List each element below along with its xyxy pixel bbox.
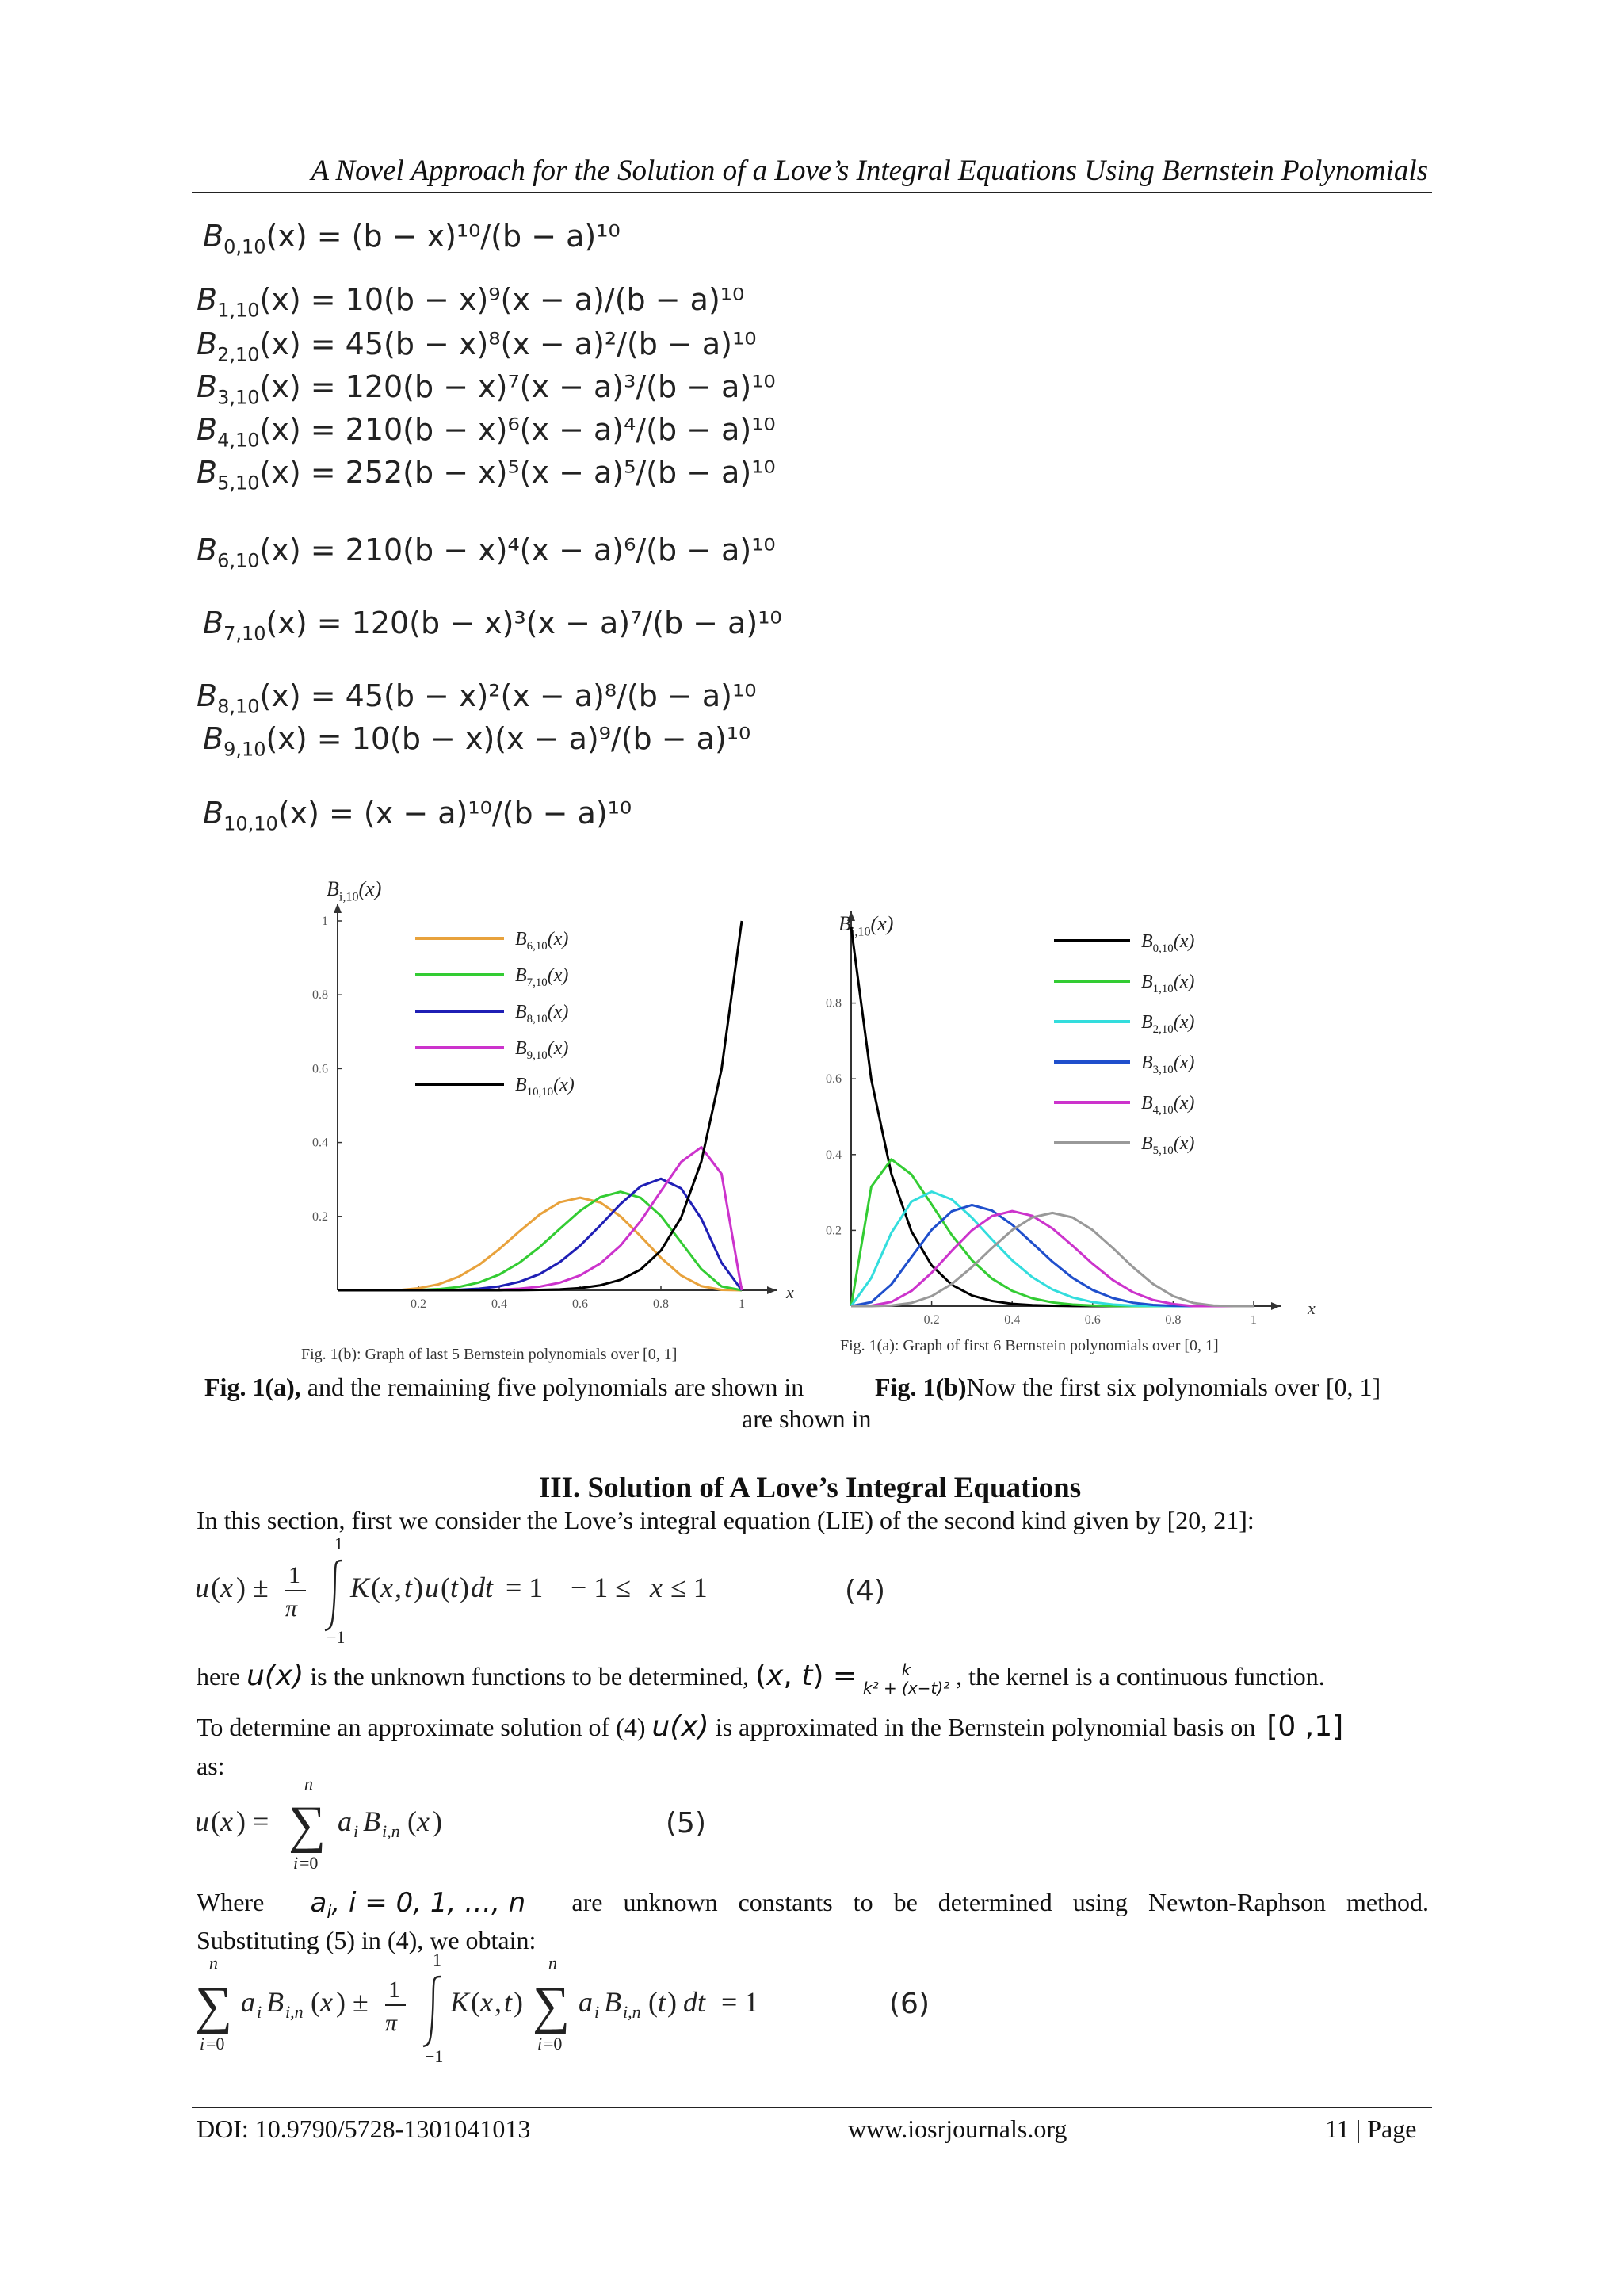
svg-text:(: ( xyxy=(211,1572,220,1603)
basis-symbol: B xyxy=(197,678,218,713)
svg-text:i: i xyxy=(293,1853,299,1873)
svg-text:a: a xyxy=(338,1805,352,1837)
header-rule xyxy=(192,192,1432,193)
legend-label-1: $B_{1,10}(x)$ xyxy=(1141,972,1195,995)
svg-text:(: ( xyxy=(471,1986,480,2018)
svg-text:): ) xyxy=(514,1986,523,2018)
svg-text:n: n xyxy=(209,1953,218,1973)
svg-text:≤ 1: ≤ 1 xyxy=(670,1572,708,1603)
svg-text:π: π xyxy=(385,2010,398,2036)
figure-reference-line-2 xyxy=(875,1373,1381,1402)
svg-text:i,n: i,n xyxy=(382,1821,400,1841)
basis-subscript: 5,10 xyxy=(217,472,260,495)
basis-equation-5 xyxy=(197,455,776,495)
svg-text:): ) xyxy=(460,1572,469,1603)
svg-text:n: n xyxy=(304,1774,313,1794)
x-tick-label: 1 xyxy=(739,1297,745,1311)
x-tick-label: 0.4 xyxy=(491,1297,507,1311)
legend-label-2: $B_{2,10}(x)$ xyxy=(1141,1012,1195,1036)
legend-label-0: $B_{6,10}(x)$ xyxy=(515,929,569,953)
legend-label-3: $B_{9,10}(x)$ xyxy=(515,1038,569,1062)
svg-text:): ) xyxy=(414,1572,423,1603)
equation-5 xyxy=(195,1772,750,1875)
svg-text:= 1: = 1 xyxy=(721,1986,759,2018)
basis-subscript: 4,10 xyxy=(217,429,260,452)
svg-text:t: t xyxy=(404,1572,413,1603)
basis-symbol: B xyxy=(203,606,224,640)
kernel-description xyxy=(197,1655,1325,1698)
x-axis-label: x xyxy=(786,1282,794,1302)
here-text: here xyxy=(197,1662,241,1690)
basis-symbol: B xyxy=(197,412,218,447)
x-axis-arrow xyxy=(767,1286,777,1294)
basis-subscript: 2,10 xyxy=(217,343,260,366)
x-axis-arrow xyxy=(1271,1302,1281,1310)
svg-text:∑: ∑ xyxy=(533,1977,571,2034)
svg-text:x: x xyxy=(320,1986,333,2018)
basis-equation-1 xyxy=(197,282,744,322)
svg-text:t: t xyxy=(504,1986,513,2018)
svg-text:): ) xyxy=(667,1986,677,2018)
svg-text:B: B xyxy=(266,1986,284,2018)
approx-text-b: is approximated in the Bernstein polynomial basis on xyxy=(715,1713,1256,1741)
svg-text:− 1 ≤: − 1 ≤ xyxy=(571,1572,632,1603)
svg-text:K: K xyxy=(450,1986,470,2018)
chart-fig-1a xyxy=(826,911,1316,1354)
basis-equation-3 xyxy=(197,369,776,409)
basis-symbol: B xyxy=(203,721,224,756)
x-axis-label: x xyxy=(1308,1298,1316,1318)
basis-rhs: (x) = 45(b − x)⁸(x − a)²/(b − a)¹⁰ xyxy=(259,327,757,361)
basis-subscript: 1,10 xyxy=(217,299,260,322)
basis-rhs: (x) = 252(b − x)⁵(x − a)⁵/(b − a)¹⁰ xyxy=(259,455,776,490)
legend-label-4: $B_{4,10}(x)$ xyxy=(1141,1093,1195,1117)
svg-text:K: K xyxy=(350,1572,370,1603)
basis-rhs: (x) = 10(b − x)⁹(x − a)/(b − a)¹⁰ xyxy=(259,282,745,317)
svg-text:1: 1 xyxy=(334,1534,343,1553)
fig-1a-ref[interactable]: Fig. 1(a), xyxy=(204,1373,301,1401)
basis-symbol: B xyxy=(203,796,224,831)
u-of-x-symbol: u(x) xyxy=(246,1660,304,1692)
svg-text:x: x xyxy=(650,1572,663,1603)
svg-text:): ) xyxy=(433,1805,442,1837)
figure-reference-line-1 xyxy=(204,1373,804,1402)
svg-text:1: 1 xyxy=(388,1977,400,2003)
svg-text:u: u xyxy=(195,1572,209,1603)
x-tick-label: 0.8 xyxy=(653,1297,669,1311)
y-tick-label: 0.6 xyxy=(826,1072,842,1087)
legend-label-2: $B_{8,10}(x)$ xyxy=(515,1002,569,1026)
svg-text:i: i xyxy=(257,2002,262,2022)
where-line xyxy=(197,1883,1429,1926)
svg-text:(: ( xyxy=(407,1805,417,1837)
unknown-function-text: is the unknown functions to be determined, xyxy=(310,1662,749,1690)
legend-label-4: $B_{10,10}(x)$ xyxy=(515,1075,575,1098)
y-tick-label: 0.2 xyxy=(312,1209,328,1224)
svg-text:) ±: ) ± xyxy=(236,1572,269,1603)
figure-caption: Fig. 1(b): Graph of last 5 Bernstein polynomials over [0, 1] xyxy=(301,1346,678,1363)
kernel-lhs: (x, t) = xyxy=(754,1660,857,1692)
series-line-B8,10(x) xyxy=(338,1179,742,1290)
svg-text:−1: −1 xyxy=(425,2046,444,2066)
y-tick-label: 0.4 xyxy=(826,1148,842,1162)
x-tick-label: 0.2 xyxy=(923,1313,940,1327)
basis-symbol: B xyxy=(197,369,218,404)
equation-6-svg xyxy=(195,1950,987,2069)
section-title: III. Solution of A Love’s Integral Equations xyxy=(538,1472,1082,1504)
svg-text:=0: =0 xyxy=(300,1853,319,1873)
basis-rhs: (x) = 210(b − x)⁴(x − a)⁶/(b − a)¹⁰ xyxy=(259,533,776,567)
svg-text:π: π xyxy=(285,1595,298,1622)
basis-equation-10 xyxy=(203,796,632,835)
basis-rhs: (x) = (b − x)¹⁰/(b − a)¹⁰ xyxy=(265,219,621,254)
x-tick-label: 0.6 xyxy=(572,1297,588,1311)
interval: [0 ,1] xyxy=(1266,1710,1344,1743)
basis-rhs: (x) = 45(b − x)²(x − a)⁸/(b − a)¹⁰ xyxy=(259,678,757,713)
legend-label-3: $B_{3,10}(x)$ xyxy=(1141,1052,1195,1076)
svg-text:1: 1 xyxy=(288,1562,300,1588)
unknown-constants-text: are unknown constants to be determined using Newton-Raphson method. xyxy=(571,1888,1429,1916)
svg-text:a: a xyxy=(241,1986,255,2018)
basis-equation-9 xyxy=(203,721,750,761)
svg-text:t: t xyxy=(658,1986,666,2018)
basis-rhs: (x) = 120(b − x)⁷(x − a)³/(b − a)¹⁰ xyxy=(259,369,776,404)
legend-label-5: $B_{5,10}(x)$ xyxy=(1141,1133,1195,1157)
svg-text:u: u xyxy=(195,1805,209,1837)
eq6-label: (6) xyxy=(889,1988,930,2020)
basis-rhs: (x) = 10(b − x)(x − a)⁹/(b − a)¹⁰ xyxy=(265,721,751,756)
footer-page-number: 11 | Page xyxy=(1325,2115,1417,2143)
svg-text:(: ( xyxy=(441,1572,450,1603)
basis-subscript: 10,10 xyxy=(223,812,278,835)
x-tick-label: 0.2 xyxy=(411,1297,426,1311)
figure-reference-line-3: are shown in xyxy=(742,1404,872,1433)
basis-subscript: 7,10 xyxy=(223,622,266,645)
y-axis-label: $B_{i,10}(x)$ xyxy=(327,877,382,904)
substituting-text: Substituting (5) in (4), we obtain: xyxy=(197,1926,537,1954)
svg-text:= 1: = 1 xyxy=(506,1572,544,1603)
svg-text:(: ( xyxy=(311,1986,320,2018)
eq5-label: (5) xyxy=(666,1807,706,1839)
svg-text:i,n: i,n xyxy=(285,2002,304,2022)
approximation-description xyxy=(197,1706,1343,1748)
legend-label-0: $B_{0,10}(x)$ xyxy=(1141,931,1195,955)
svg-text:x: x xyxy=(220,1572,233,1603)
basis-rhs: (x) = 210(b − x)⁶(x − a)⁴/(b − a)¹⁰ xyxy=(259,412,776,447)
svg-text:∑: ∑ xyxy=(195,1977,233,2034)
fig-1b-ref[interactable]: Fig. 1(b) xyxy=(875,1373,967,1401)
footer-website[interactable]: www.iosrjournals.org xyxy=(848,2115,1067,2143)
svg-text:n: n xyxy=(548,1953,557,1973)
y-tick-label: 0.6 xyxy=(312,1062,328,1076)
svg-text:i: i xyxy=(594,2002,600,2022)
x-tick-label: 0.6 xyxy=(1084,1313,1101,1327)
fig-ref-text-2: Now the first six polynomials over [0, 1] xyxy=(966,1373,1381,1401)
basis-symbol: B xyxy=(197,455,218,490)
section-intro: In this section, first we consider the Love’s integral equation (LIE) of the second kind given by [20, 21]: xyxy=(197,1506,1254,1534)
svg-text:(: ( xyxy=(648,1986,658,2018)
svg-text:i,n: i,n xyxy=(623,2002,641,2022)
svg-text:∑: ∑ xyxy=(288,1796,327,1854)
series-line-B2,10(x) xyxy=(851,1192,1254,1306)
svg-text:t: t xyxy=(450,1572,459,1603)
approx-text-a: To determine an approximate solution of (4) xyxy=(197,1713,646,1741)
svg-text:(: ( xyxy=(371,1572,380,1603)
svg-text:=0: =0 xyxy=(206,2034,225,2053)
x-tick-label: 0.8 xyxy=(1165,1313,1182,1327)
y-tick-label: 0.8 xyxy=(826,996,842,1010)
coefficients-symbol: $a_i$, i = 0, 1, …, n xyxy=(310,1887,526,1923)
y-tick-label: 0.8 xyxy=(312,988,328,1003)
figure-1 xyxy=(254,864,1458,1371)
y-tick-label: 0.2 xyxy=(826,1224,842,1238)
footer-doi: DOI: 10.9790/5728-1301041013 xyxy=(197,2115,531,2143)
basis-equation-4 xyxy=(197,412,776,452)
svg-text:x: x xyxy=(220,1805,233,1837)
x-tick-label: 1 xyxy=(1251,1313,1257,1327)
y-tick-label: 1 xyxy=(322,915,328,928)
y-axis-label: $B_{i,10}(x)$ xyxy=(838,912,894,939)
basis-subscript: 3,10 xyxy=(217,386,260,409)
basis-symbol: B xyxy=(203,219,224,254)
fig-ref-text-1: and the remaining five polynomials are shown in xyxy=(300,1373,804,1401)
basis-subscript: 9,10 xyxy=(223,738,266,761)
basis-subscript: 8,10 xyxy=(217,695,260,718)
where-text: Where xyxy=(197,1888,265,1916)
basis-equation-6 xyxy=(197,533,776,572)
svg-text:i: i xyxy=(200,2034,205,2053)
svg-text:,: , xyxy=(495,1986,502,2018)
basis-symbol: B xyxy=(197,533,218,567)
basis-symbol: B xyxy=(197,327,218,361)
basis-symbol: B xyxy=(197,282,218,317)
as-text: as: xyxy=(197,1752,225,1780)
footer-rule xyxy=(192,2107,1432,2108)
svg-text:B: B xyxy=(363,1805,380,1837)
svg-text:dt: dt xyxy=(471,1572,494,1603)
basis-rhs: (x) = (x − a)¹⁰/(b − a)¹⁰ xyxy=(277,796,632,831)
basis-equation-8 xyxy=(197,678,756,718)
legend-label-1: $B_{7,10}(x)$ xyxy=(515,965,569,989)
svg-text:(: ( xyxy=(211,1805,220,1837)
svg-text:dt: dt xyxy=(683,1986,706,2018)
chart-fig-1b xyxy=(301,877,794,1363)
basis-rhs: (x) = 120(b − x)³(x − a)⁷/(b − a)¹⁰ xyxy=(265,606,782,640)
basis-equation-0 xyxy=(203,219,621,258)
svg-text:x: x xyxy=(417,1805,430,1837)
y-axis-arrow xyxy=(334,904,342,913)
svg-text:a: a xyxy=(579,1986,593,2018)
svg-text:i: i xyxy=(353,1821,359,1841)
u-of-x-symbol-2: u(x) xyxy=(651,1710,709,1743)
svg-text:=0: =0 xyxy=(544,2034,563,2053)
basis-equation-7 xyxy=(203,606,782,645)
svg-text:−1: −1 xyxy=(327,1627,346,1645)
svg-text:x: x xyxy=(380,1572,393,1603)
svg-text:B: B xyxy=(604,1986,621,2018)
svg-text:i: i xyxy=(537,2034,543,2053)
svg-text:) =: ) = xyxy=(236,1805,269,1837)
basis-subscript: 6,10 xyxy=(217,549,260,572)
svg-text:1: 1 xyxy=(433,1950,441,1969)
basis-equation-2 xyxy=(197,327,756,366)
basis-subscript: 0,10 xyxy=(223,235,266,258)
svg-text:,: , xyxy=(395,1572,402,1603)
figure-caption: Fig. 1(a): Graph of first 6 Bernstein polynomials over [0, 1] xyxy=(840,1337,1219,1354)
svg-text:u: u xyxy=(425,1572,439,1603)
running-header: A Novel Approach for the Solution of a Love’s Integral Equations Using Bernstein Polynomials xyxy=(311,155,1428,187)
equation-6 xyxy=(195,1950,987,2069)
svg-text:x: x xyxy=(480,1986,493,2018)
kernel-fraction: $\frac{k}{\text{k² + (x−t)²}}$ xyxy=(862,1660,950,1698)
y-tick-label: 0.4 xyxy=(312,1136,328,1150)
kernel-continuous-text: , the kernel is a continuous function. xyxy=(956,1662,1325,1690)
equation-4 xyxy=(195,1534,987,1645)
svg-text:) ±: ) ± xyxy=(336,1986,369,2018)
eq4-label: (4) xyxy=(845,1575,885,1607)
x-tick-label: 0.4 xyxy=(1004,1313,1021,1327)
